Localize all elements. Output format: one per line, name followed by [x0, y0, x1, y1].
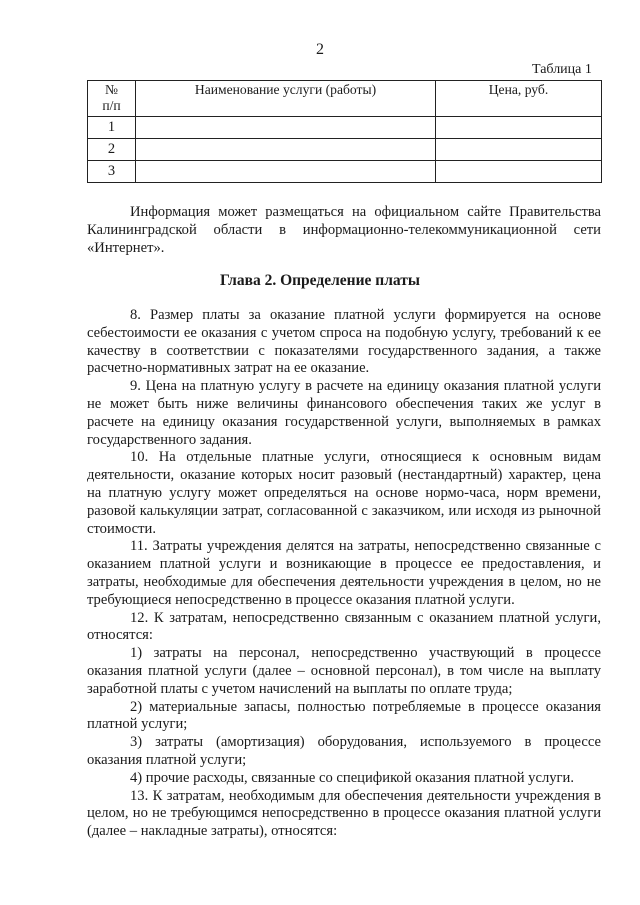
paragraph-9: 9. Цена на платную услугу в расчете на единицу оказания платной услуги не может быть ниже величины финансового обеспечения таких же услуг в расчете на единицу оказания государственной услуги, выполняемых в рамках государственного задания. — [87, 378, 601, 448]
header-price: Цена, руб. — [436, 81, 602, 117]
row-price — [436, 161, 602, 183]
table-row — [88, 139, 602, 161]
row-price — [436, 139, 602, 161]
paragraph-12: 12. К затратам, непосредственно связанным с оказанием платной услуги, относятся: — [87, 609, 601, 644]
row-number: 1 — [88, 117, 136, 139]
info-block — [87, 204, 601, 257]
table-row — [88, 161, 602, 183]
header-number-sign: № — [105, 82, 118, 97]
services-price-table — [87, 80, 602, 183]
row-service-name — [136, 161, 436, 183]
list-item-2: 2) материальные запасы, полностью потребляемые в процессе оказания платной услуги; — [87, 698, 601, 733]
info-paragraph: Информация может размещаться на официальном сайте Правительства Калининградской области в информационно-телекоммуникационной сети «Интернет». — [87, 204, 601, 256]
table-row — [88, 117, 602, 139]
row-price — [436, 117, 602, 139]
list-item-3: 3) затраты (амортизация) оборудования, используемого в процессе оказания платной услуги; — [87, 734, 601, 768]
row-number: 2 — [88, 139, 136, 161]
list-item-1: 1) затраты на персонал, непосредственно участвующий в процессе оказания платной услуги (далее – основной персонал), в том числе на выплату заработной платы с учетом начислений на выплаты по оплате труда; — [87, 645, 601, 697]
list-item-4: 4) прочие расходы, связанные со спецификой оказания платной услуги. — [130, 769, 574, 786]
chapter-title: Глава 2. Определение платы — [220, 272, 420, 289]
table-caption: Таблица 1 — [532, 62, 592, 77]
paragraph-11: 11. Затраты учреждения делятся на затраты, непосредственно связанные с оказанием платной услуги и возникающие в процессе ее предоставления, и затраты, необходимые для обеспечения деятельности учреждения в целом, но не требующиеся непосредственно в процессе оказания платной услуги. — [87, 538, 601, 608]
row-number: 3 — [88, 161, 136, 183]
row-service-name — [136, 117, 436, 139]
page-number: 2 — [316, 41, 324, 58]
paragraph-10: 10. На отдельные платные услуги, относящиеся к основным видам деятельности, оказание которых носит разовый (нестандартный) характер, цена на платную услугу может определяться на основе нормо-часа, норм времени, разовой калькуляции затрат, согласованной с заказчиком, или исходя из рыночной стоимости. — [87, 449, 601, 537]
header-number — [88, 81, 136, 117]
paragraph-8: 8. Размер платы за оказание платной услуги формируется на основе себестоимости ее оказания с учетом спроса на подобную услугу, требований к ее качеству в соответствии с показателями государственного задания, а также расчетно-нормативных затрат на ее оказание. — [87, 307, 601, 377]
header-number-abbr: п/п — [102, 98, 121, 113]
paragraph-13: 13. К затратам, необходимым для обеспечения деятельности учреждения в целом, но не требующимся непосредственно в процессе оказания платной услуги (далее – накладные затраты), относятся: — [87, 787, 601, 840]
header-service-name: Наименование услуги (работы) — [136, 81, 436, 117]
table-header-row — [88, 81, 602, 117]
row-service-name — [136, 139, 436, 161]
chapter-body — [87, 307, 601, 841]
